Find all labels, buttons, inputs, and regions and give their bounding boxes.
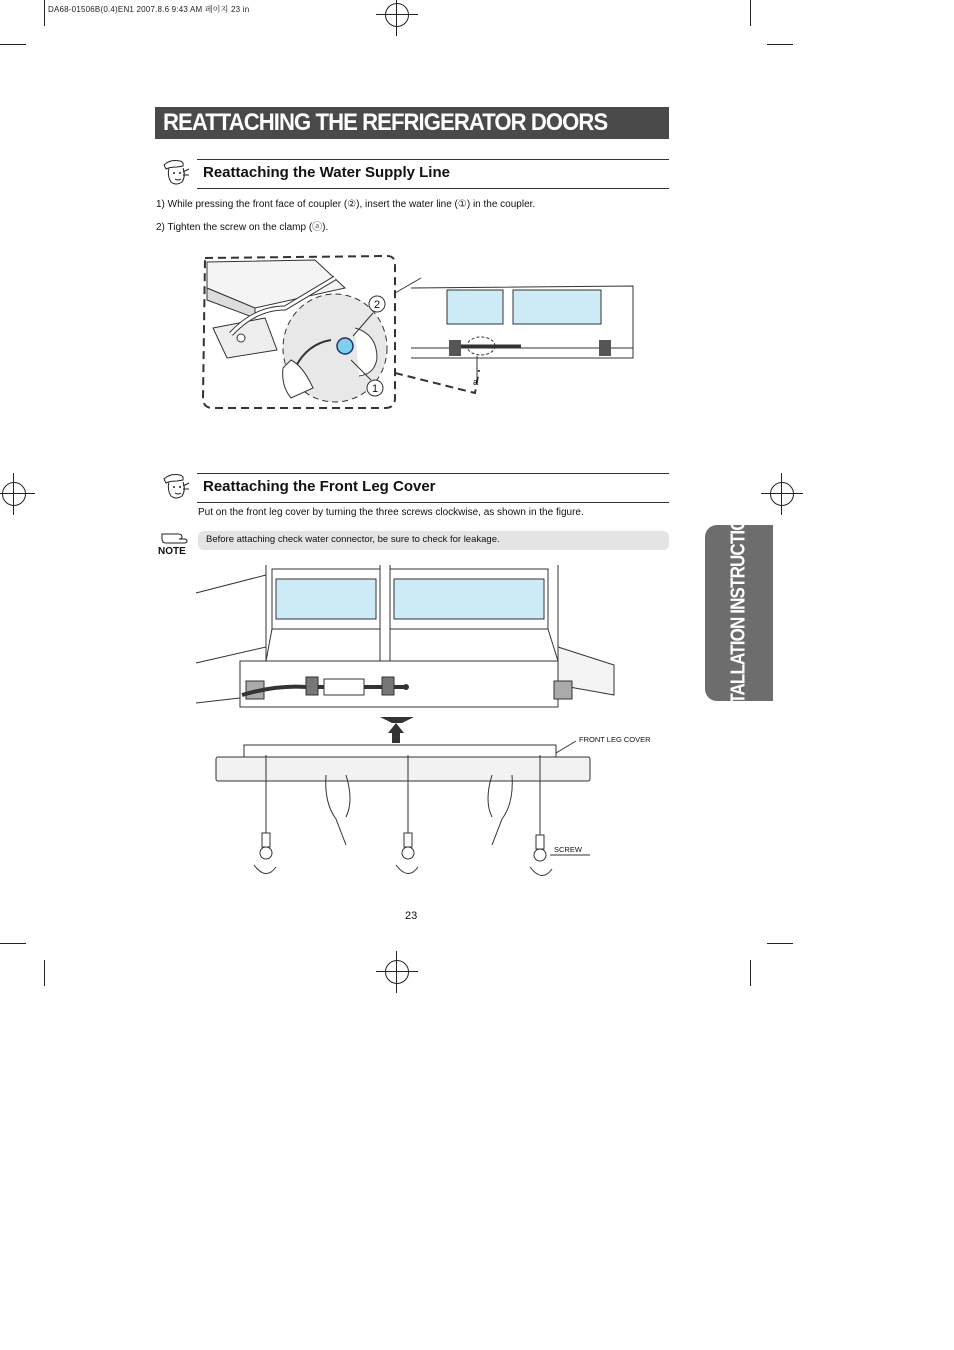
registration-mark-top (385, 3, 409, 27)
section-heading-text: Reattaching the Front Leg Cover (203, 478, 436, 495)
note-label: NOTE (158, 546, 186, 557)
water-line-illustration (195, 248, 645, 418)
page-title: REATTACHING THE REFRIGERATOR DOORS (163, 109, 608, 136)
page-title-bar (155, 107, 669, 139)
leg-cover-illustration (196, 565, 656, 885)
section-heading-text: Reattaching the Water Supply Line (203, 164, 450, 181)
mascot-icon (160, 470, 192, 502)
label-front-leg-cover: FRONT LEG COVER (579, 735, 651, 744)
leg-cover-instruction: Put on the front leg cover by turning the three screws clockwise, as shown in the figure. (198, 507, 584, 518)
print-slug: DA68-01506B(0.4)EN1 2007.8.6 9:43 AM 페이지 23 in (48, 5, 250, 14)
section-heading-water-supply (197, 159, 669, 189)
side-tab (705, 496, 773, 730)
step-2-text: 2) Tighten the screw on the clamp (ⓐ). (156, 222, 329, 233)
note-text: Before attaching check water connector, be sure to check for leakage. (206, 534, 500, 545)
registration-mark-bottom (385, 960, 409, 984)
section-heading-leg-cover (197, 473, 669, 503)
callout-1: 1 (372, 383, 379, 395)
callout-a: a (473, 377, 479, 387)
registration-mark-right (770, 482, 794, 506)
note-hand-icon (160, 529, 188, 545)
label-screw: SCREW (554, 845, 582, 854)
note-box (198, 531, 669, 550)
callout-2: 2 (374, 299, 381, 311)
registration-mark-left (2, 482, 26, 506)
page-number: 23 (405, 910, 418, 922)
side-tab-label: INSTALLATION INSTRUCTIONS (727, 496, 750, 730)
step-1-text: 1) While pressing the front face of coupler (②), insert the water line (①) in the coupler. (156, 199, 536, 210)
mascot-icon (160, 156, 192, 188)
